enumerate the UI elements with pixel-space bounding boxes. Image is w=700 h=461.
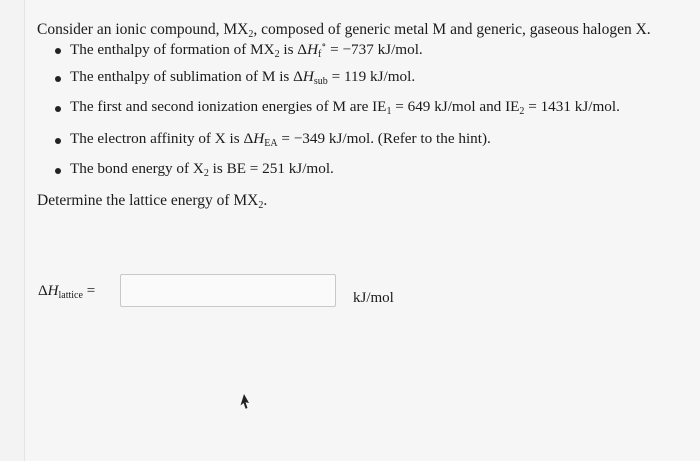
bullet-dot: [55, 138, 61, 144]
bullet-dot: [55, 106, 61, 112]
bullet-dot: [55, 168, 61, 174]
question-prompt: Determine the lattice energy of $MX_2$.: [37, 192, 268, 211]
intro-text: Consider an ionic compound, $MX_2$, composed of generic metal M and generic, gaseous halogen X.: [37, 21, 651, 40]
unit-label: kJ/mol: [353, 290, 394, 306]
mouse-cursor-icon: [237, 393, 251, 411]
answer-label: $\Delta H_{lattice}$ =: [38, 283, 96, 301]
bullet-dot: [55, 48, 61, 54]
lattice-energy-input[interactable]: [120, 274, 336, 307]
bullet-dot: [55, 76, 61, 82]
